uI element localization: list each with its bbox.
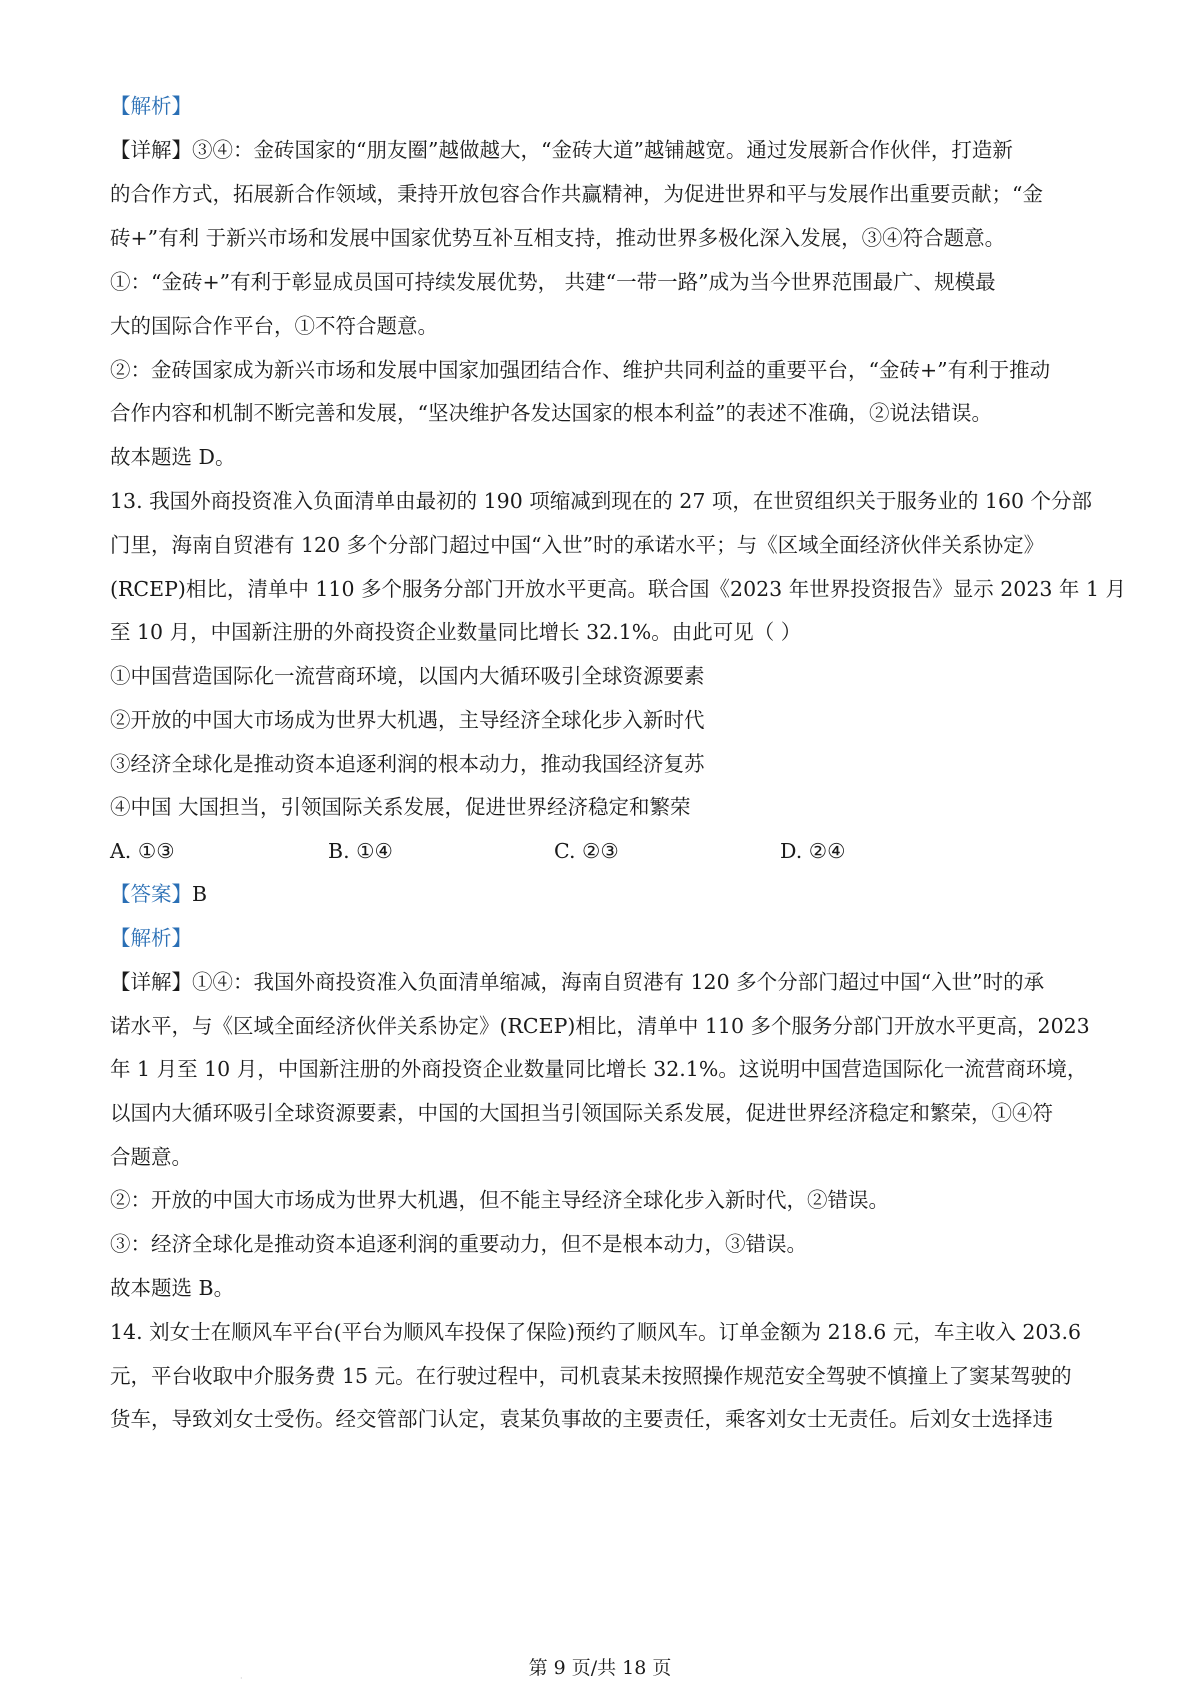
conclusion-line: 故本题选 D。 xyxy=(110,445,236,469)
detail-line: ①：“金砖+”有利于彰显成员国可持续发展优势， 共建“一带一路”成为当今世界范围最广、规模最 xyxy=(110,270,996,294)
answer-value: B xyxy=(192,882,208,906)
detail-line: 大的国际合作平台，①不符合题意。 xyxy=(110,314,438,338)
analysis-heading: 【解析】 xyxy=(110,926,192,950)
detail-line: 合作内容和机制不断完善和发展，“坚决维护各发达国家的根本利益”的表述不准确，②说法错误。 xyxy=(110,401,992,425)
conclusion-line: 故本题选 B。 xyxy=(110,1276,235,1300)
statement-item: ②开放的中国大市场成为世界大机遇，主导经济全球化步入新时代 xyxy=(110,708,705,732)
options-row xyxy=(110,837,1070,865)
detail-line: ②：开放的中国大市场成为世界大机遇，但不能主导经济全球化步入新时代，②错误。 xyxy=(110,1188,889,1212)
question-stem-line: 13. 我国外商投资准入负面清单由最初的 190 项缩减到现在的 27 项，在世贸组织关于服务业的 160 个分部 xyxy=(110,489,1093,513)
question-stem-line: 门里，海南自贸港有 120 多个分部门超过中国“入世”时的承诺水平；与《区域全面经济伙伴关系协定》 xyxy=(110,533,1045,557)
detail-heading: 【详解】 xyxy=(110,138,192,162)
detail-line: 砖+”有利 于新兴市场和发展中国家优势互补互相支持，推动世界多极化深入发展，③④符合题意。 xyxy=(110,226,1006,250)
detail-line: 的合作方式，拓展新合作领域，秉持开放包容合作共赢精神，为促进世界和平与发展作出重要贡献；“金 xyxy=(110,182,1043,206)
detail-line: ③：经济全球化是推动资本追逐利润的重要动力，但不是根本动力，③错误。 xyxy=(110,1232,807,1256)
answer-line xyxy=(110,880,207,908)
detail-heading: 【详解】 xyxy=(110,970,192,994)
option-c: C. ②③ xyxy=(554,839,619,863)
page-number: 第 9 页/共 18 页 xyxy=(528,1657,672,1679)
detail-line: ③④：金砖国家的“朋友圈”越做越大，“金砖大道”越铺越宽。通过发展新合作伙伴，打造新 xyxy=(192,138,1013,162)
statement-item: ①中国营造国际化一流营商环境，以国内大循环吸引全球资源要素 xyxy=(110,664,705,688)
option-d: D. ②④ xyxy=(780,839,846,863)
detail-line: ②：金砖国家成为新兴市场和发展中国家加强团结合作、维护共同利益的重要平台，“金砖+”有利于推动 xyxy=(110,358,1051,382)
detail-line: 诺水平，与《区域全面经济伙伴关系协定》(RCEP)相比，清单中 110 多个服务分部门开放水平更高，2023 xyxy=(110,1014,1090,1038)
detail-line: 年 1 月至 10 月，中国新注册的外商投资企业数量同比增长 32.1%。这说明中国营造国际化一流营商环境， xyxy=(110,1057,1088,1081)
detail-line: ①④：我国外商投资准入负面清单缩减，海南自贸港有 120 多个分部门超过中国“入世”时的承 xyxy=(192,970,1045,994)
detail-paragraph xyxy=(110,968,1044,996)
question-stem-line: 货车，导致刘女士受伤。经交管部门认定，袁某负事故的主要责任，乘客刘女士无责任。后刘女士选择违 xyxy=(110,1407,1053,1431)
question-stem-line: 14. 刘女士在顺风车平台(平台为顺风车投保了保险)预约了顺风车。订单金额为 218.6 元，车主收入 203.6 xyxy=(110,1320,1082,1344)
statement-item: ④中国 大国担当，引领国际关系发展，促进世界经济稳定和繁荣 xyxy=(110,795,691,819)
question-stem-line: 至 10 月，中国新注册的外商投资企业数量同比增长 32.1%。由此可见（ ） xyxy=(110,620,802,644)
statement-item: ③经济全球化是推动资本追逐利润的根本动力，推动我国经济复苏 xyxy=(110,752,705,776)
option-b: B. ①④ xyxy=(328,839,393,863)
detail-line: 合题意。 xyxy=(110,1145,192,1169)
question-stem-line: (RCEP)相比，清单中 110 多个服务分部门开放水平更高。联合国《2023 年世界投资报告》显示 2023 年 1 月 xyxy=(110,577,1126,601)
speck-mark: · xyxy=(240,1674,243,1683)
analysis-heading: 【解析】 xyxy=(110,94,192,118)
detail-line: 以国内大循环吸引全球资源要素，中国的大国担当引领国际关系发展，促进世界经济稳定和繁荣，①④符 xyxy=(110,1101,1053,1125)
option-a: A. ①③ xyxy=(110,839,175,863)
detail-paragraph xyxy=(110,136,1013,164)
question-stem-line: 元，平台收取中介服务费 15 元。在行驶过程中，司机袁某未按照操作规范安全驾驶不慎撞上了窦某驾驶的 xyxy=(110,1364,1072,1388)
answer-heading: 【答案】 xyxy=(110,882,192,906)
